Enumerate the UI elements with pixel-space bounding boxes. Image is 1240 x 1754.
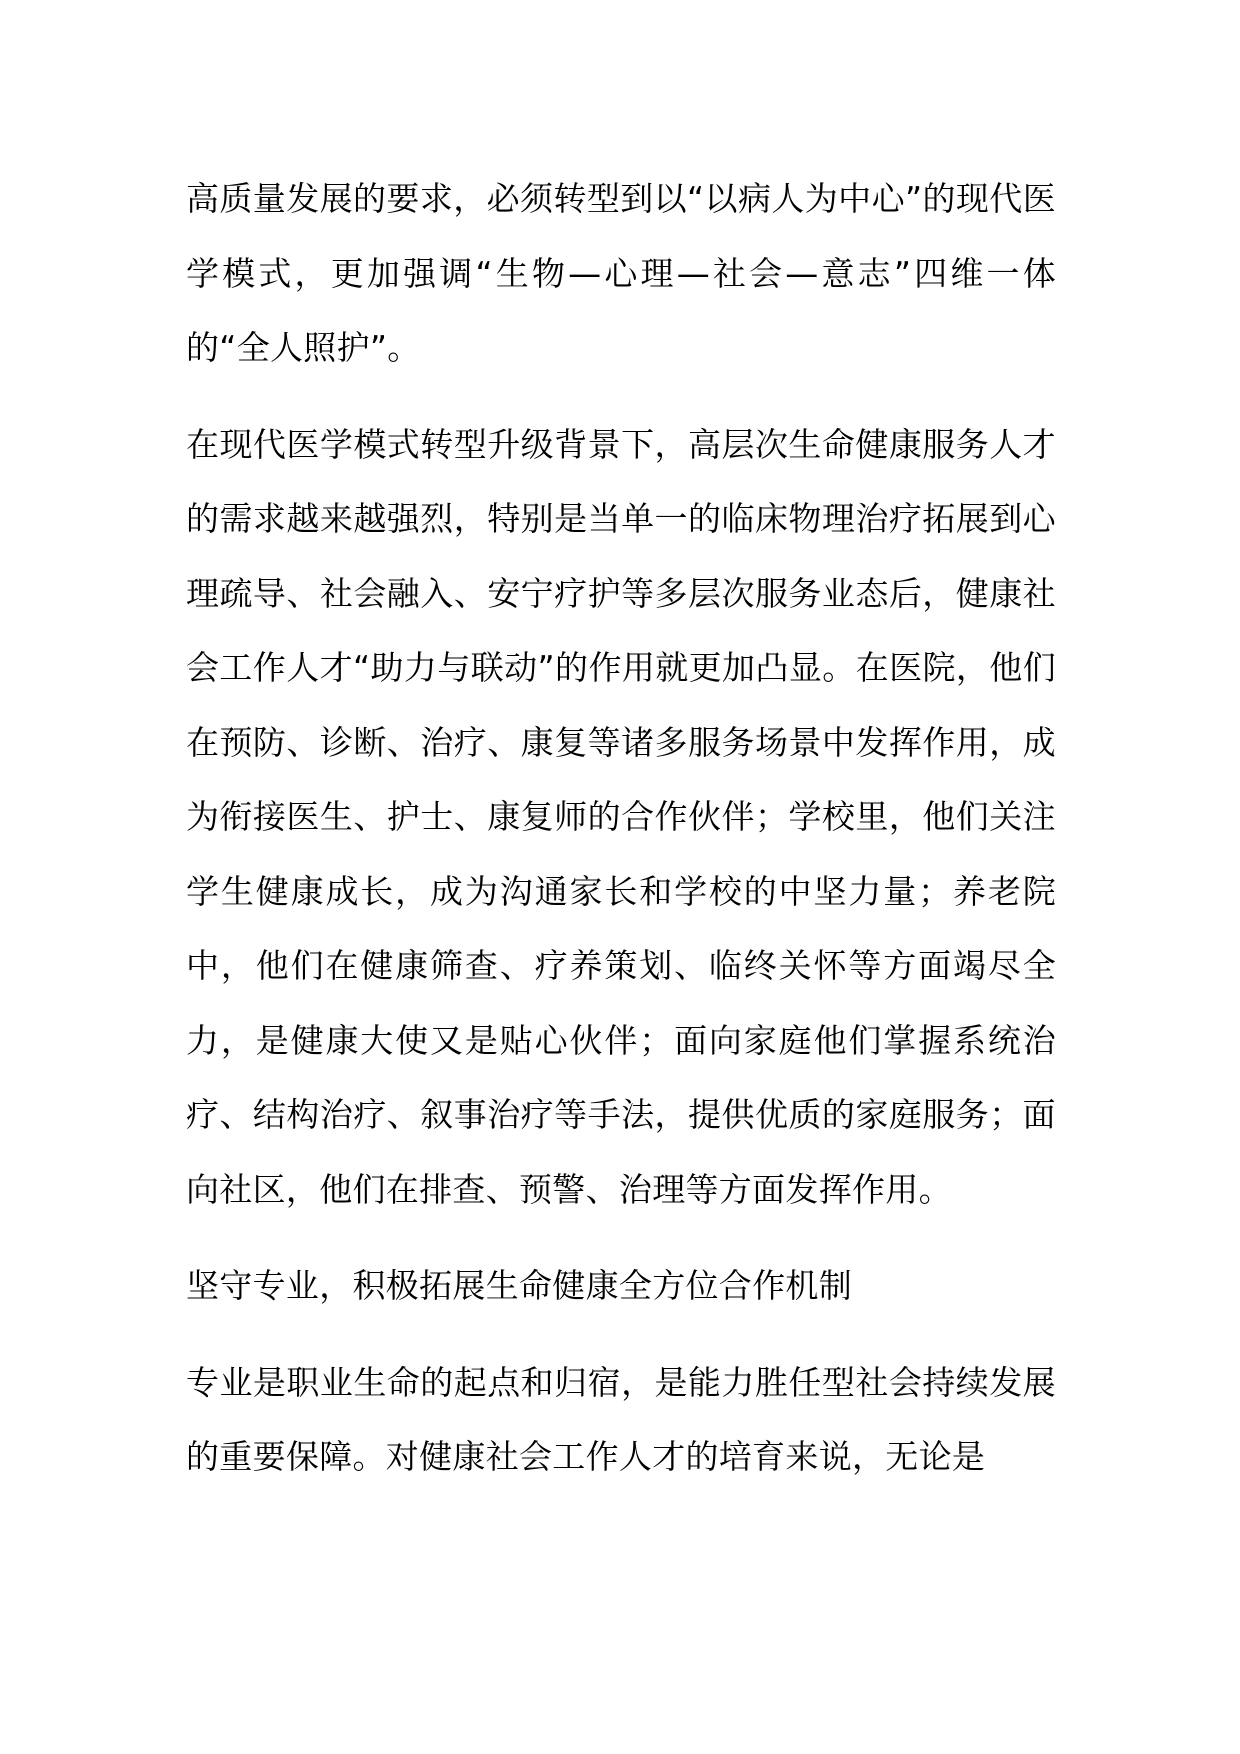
paragraph-professionalism: 专业是职业生命的起点和归宿，是能力胜任型社会持续发展的重要保障。对健康社会工作人才的培育来说，无论是 bbox=[186, 1362, 1056, 1476]
document-body bbox=[186, 162, 1056, 1495]
paragraph-medical-model: 高质量发展的要求，必须转型到以“以病人为中心”的现代医学模式，更加强调“生物—心理—社会—意志”四维一体的“全人照护”。 bbox=[186, 179, 1056, 367]
paragraph-talent-demand: 在现代医学模式转型升级背景下，高层次生命健康服务人才的需求越来越强烈，特别是当单一的临床物理治疗拓展到心理疏导、社会融入、安宁疗护等多层次服务业态后，健康社会工作人才“助力与联动”的作用就更加凸显。在医院，他们在预防、诊断、治疗、康复等诸多服务场景中发挥作用，成为衔接医生、护士、康复师的合作伙伴；学校里，他们关注学生健康成长，成为沟通家长和学校的中坚力量；养老院中，他们在健康筛查、疗养策划、临终关怀等方面竭尽全力，是健康大使又是贴心伙伴；面向家庭他们掌握系统治疗、结构治疗、叙事治疗等手法，提供优质的家庭服务；面向社区，他们在排查、预警、治理等方面发挥作用。 bbox=[186, 424, 1056, 1209]
section-heading: 坚守专业，积极拓展生命健康全方位合作机制 bbox=[186, 1266, 852, 1305]
